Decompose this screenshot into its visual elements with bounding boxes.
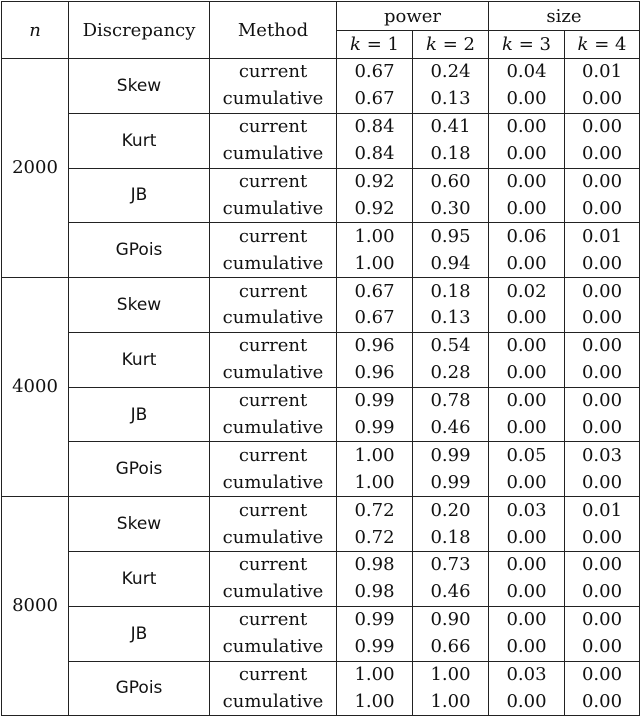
table-row xyxy=(2,442,640,469)
method-cell: cumulative xyxy=(210,195,337,222)
discrepancy-cell: JB xyxy=(69,606,210,661)
method-cell: current xyxy=(210,278,337,305)
value-cell-k3: 0.00 xyxy=(489,552,565,579)
value-cell-k3: 0.04 xyxy=(489,59,565,86)
value-cell-k3: 0.00 xyxy=(489,195,565,222)
discrepancy-cell: JB xyxy=(69,168,210,223)
value-cell-k4: 0.00 xyxy=(565,415,640,442)
value-cell-k2: 1.00 xyxy=(413,688,489,715)
value-cell-k2: 0.30 xyxy=(413,195,489,222)
method-cell: current xyxy=(210,606,337,633)
header-group-size: size xyxy=(489,2,640,31)
value-cell-k4: 0.03 xyxy=(565,442,640,469)
value-cell-k3: 0.00 xyxy=(489,168,565,195)
method-cell: cumulative xyxy=(210,141,337,168)
k-eq: = 4 xyxy=(588,34,627,55)
method-cell: cumulative xyxy=(210,524,337,551)
value-cell-k1: 1.00 xyxy=(337,250,413,277)
value-cell-k1: 0.98 xyxy=(337,552,413,579)
value-cell-k1: 0.84 xyxy=(337,141,413,168)
value-cell-k4: 0.00 xyxy=(565,606,640,633)
value-cell-k2: 0.41 xyxy=(413,113,489,140)
value-cell-k4: 0.00 xyxy=(565,86,640,113)
n-value-cell: 4000 xyxy=(2,278,69,497)
value-cell-k4: 0.01 xyxy=(565,223,640,250)
value-cell-k1: 0.67 xyxy=(337,278,413,305)
method-cell: current xyxy=(210,168,337,195)
k-eq: = 2 xyxy=(436,34,475,55)
value-cell-k1: 0.99 xyxy=(337,634,413,661)
value-cell-k2: 0.20 xyxy=(413,497,489,524)
value-cell-k2: 1.00 xyxy=(413,661,489,688)
table-row xyxy=(2,387,640,414)
value-cell-k3: 0.06 xyxy=(489,223,565,250)
method-cell: current xyxy=(210,552,337,579)
value-cell-k1: 0.92 xyxy=(337,168,413,195)
value-cell-k2: 0.46 xyxy=(413,579,489,606)
table-row xyxy=(2,278,640,305)
discrepancy-cell: Skew xyxy=(69,278,210,333)
value-cell-k3: 0.00 xyxy=(489,634,565,661)
value-cell-k4: 0.00 xyxy=(565,250,640,277)
discrepancy-cell: GPois xyxy=(69,442,210,497)
method-cell: cumulative xyxy=(210,415,337,442)
method-cell: current xyxy=(210,661,337,688)
value-cell-k2: 0.24 xyxy=(413,59,489,86)
results-table xyxy=(1,1,640,716)
discrepancy-cell: GPois xyxy=(69,223,210,278)
discrepancy-cell: Skew xyxy=(69,497,210,552)
value-cell-k4: 0.00 xyxy=(565,469,640,496)
header-k2 xyxy=(413,31,489,59)
discrepancy-cell: JB xyxy=(69,387,210,442)
value-cell-k3: 0.00 xyxy=(489,332,565,359)
value-cell-k2: 0.18 xyxy=(413,278,489,305)
value-cell-k1: 0.84 xyxy=(337,113,413,140)
value-cell-k4: 0.00 xyxy=(565,360,640,387)
value-cell-k3: 0.00 xyxy=(489,688,565,715)
value-cell-k2: 0.13 xyxy=(413,305,489,332)
value-cell-k2: 0.28 xyxy=(413,360,489,387)
n-value-cell: 2000 xyxy=(2,59,69,278)
value-cell-k3: 0.00 xyxy=(489,305,565,332)
value-cell-k2: 0.54 xyxy=(413,332,489,359)
table-row xyxy=(2,223,640,250)
discrepancy-cell: Skew xyxy=(69,59,210,114)
value-cell-k4: 0.01 xyxy=(565,497,640,524)
value-cell-k3: 0.00 xyxy=(489,141,565,168)
value-cell-k4: 0.00 xyxy=(565,552,640,579)
k-eq: = 3 xyxy=(512,34,551,55)
k-symbol: k xyxy=(350,34,361,55)
value-cell-k2: 0.13 xyxy=(413,86,489,113)
method-cell: current xyxy=(210,59,337,86)
value-cell-k1: 0.98 xyxy=(337,579,413,606)
value-cell-k4: 0.00 xyxy=(565,634,640,661)
header-n: n xyxy=(2,2,69,59)
value-cell-k1: 1.00 xyxy=(337,661,413,688)
table-row xyxy=(2,552,640,579)
value-cell-k1: 0.72 xyxy=(337,497,413,524)
value-cell-k1: 0.96 xyxy=(337,360,413,387)
header-discrepancy: Discrepancy xyxy=(69,2,210,59)
value-cell-k1: 0.99 xyxy=(337,606,413,633)
value-cell-k4: 0.01 xyxy=(565,59,640,86)
method-cell: current xyxy=(210,113,337,140)
discrepancy-cell: Kurt xyxy=(69,113,210,168)
value-cell-k3: 0.00 xyxy=(489,415,565,442)
value-cell-k3: 0.00 xyxy=(489,524,565,551)
k-eq: = 1 xyxy=(360,34,399,55)
header-k1 xyxy=(337,31,413,59)
method-cell: current xyxy=(210,387,337,414)
value-cell-k3: 0.00 xyxy=(489,86,565,113)
method-cell: cumulative xyxy=(210,634,337,661)
value-cell-k3: 0.00 xyxy=(489,579,565,606)
value-cell-k3: 0.05 xyxy=(489,442,565,469)
method-cell: current xyxy=(210,497,337,524)
method-cell: cumulative xyxy=(210,250,337,277)
value-cell-k4: 0.00 xyxy=(565,168,640,195)
value-cell-k4: 0.00 xyxy=(565,387,640,414)
header-group-power: power xyxy=(337,2,489,31)
value-cell-k3: 0.00 xyxy=(489,113,565,140)
n-value-cell: 8000 xyxy=(2,497,69,716)
value-cell-k1: 0.72 xyxy=(337,524,413,551)
header-row-1 xyxy=(2,2,640,31)
value-cell-k1: 0.99 xyxy=(337,415,413,442)
value-cell-k1: 0.96 xyxy=(337,332,413,359)
method-cell: cumulative xyxy=(210,360,337,387)
value-cell-k1: 0.92 xyxy=(337,195,413,222)
table-row xyxy=(2,168,640,195)
table-row xyxy=(2,332,640,359)
discrepancy-cell: GPois xyxy=(69,661,210,716)
value-cell-k1: 1.00 xyxy=(337,688,413,715)
value-cell-k2: 0.90 xyxy=(413,606,489,633)
value-cell-k1: 1.00 xyxy=(337,469,413,496)
value-cell-k1: 1.00 xyxy=(337,442,413,469)
value-cell-k4: 0.00 xyxy=(565,661,640,688)
method-cell: cumulative xyxy=(210,305,337,332)
table-row xyxy=(2,59,640,86)
value-cell-k2: 0.66 xyxy=(413,634,489,661)
header-method: Method xyxy=(210,2,337,59)
value-cell-k1: 0.99 xyxy=(337,387,413,414)
value-cell-k3: 0.00 xyxy=(489,360,565,387)
value-cell-k4: 0.00 xyxy=(565,305,640,332)
method-cell: cumulative xyxy=(210,688,337,715)
value-cell-k2: 0.73 xyxy=(413,552,489,579)
header-k4 xyxy=(565,31,640,59)
table-row xyxy=(2,497,640,524)
k-symbol: k xyxy=(426,34,437,55)
method-cell: cumulative xyxy=(210,86,337,113)
value-cell-k4: 0.00 xyxy=(565,141,640,168)
value-cell-k4: 0.00 xyxy=(565,688,640,715)
value-cell-k4: 0.00 xyxy=(565,195,640,222)
value-cell-k4: 0.00 xyxy=(565,332,640,359)
k-symbol: k xyxy=(502,34,513,55)
value-cell-k2: 0.60 xyxy=(413,168,489,195)
value-cell-k4: 0.00 xyxy=(565,579,640,606)
discrepancy-cell: Kurt xyxy=(69,332,210,387)
value-cell-k4: 0.00 xyxy=(565,524,640,551)
value-cell-k2: 0.78 xyxy=(413,387,489,414)
value-cell-k1: 0.67 xyxy=(337,86,413,113)
value-cell-k3: 0.00 xyxy=(489,606,565,633)
table-row xyxy=(2,606,640,633)
method-cell: cumulative xyxy=(210,579,337,606)
value-cell-k3: 0.03 xyxy=(489,661,565,688)
value-cell-k1: 0.67 xyxy=(337,59,413,86)
value-cell-k3: 0.02 xyxy=(489,278,565,305)
method-cell: current xyxy=(210,332,337,359)
value-cell-k3: 0.00 xyxy=(489,250,565,277)
value-cell-k2: 0.46 xyxy=(413,415,489,442)
value-cell-k2: 0.18 xyxy=(413,524,489,551)
value-cell-k2: 0.94 xyxy=(413,250,489,277)
value-cell-k3: 0.03 xyxy=(489,497,565,524)
discrepancy-cell: Kurt xyxy=(69,552,210,607)
value-cell-k2: 0.18 xyxy=(413,141,489,168)
k-symbol: k xyxy=(577,34,589,55)
value-cell-k2: 0.99 xyxy=(413,442,489,469)
value-cell-k1: 1.00 xyxy=(337,223,413,250)
value-cell-k1: 0.67 xyxy=(337,305,413,332)
method-cell: current xyxy=(210,223,337,250)
value-cell-k4: 0.00 xyxy=(565,113,640,140)
table-row xyxy=(2,661,640,688)
value-cell-k3: 0.00 xyxy=(489,387,565,414)
value-cell-k3: 0.00 xyxy=(489,469,565,496)
header-k3 xyxy=(489,31,565,59)
value-cell-k2: 0.95 xyxy=(413,223,489,250)
value-cell-k2: 0.99 xyxy=(413,469,489,496)
method-cell: cumulative xyxy=(210,469,337,496)
table-row xyxy=(2,113,640,140)
method-cell: current xyxy=(210,442,337,469)
value-cell-k4: 0.00 xyxy=(565,278,640,305)
